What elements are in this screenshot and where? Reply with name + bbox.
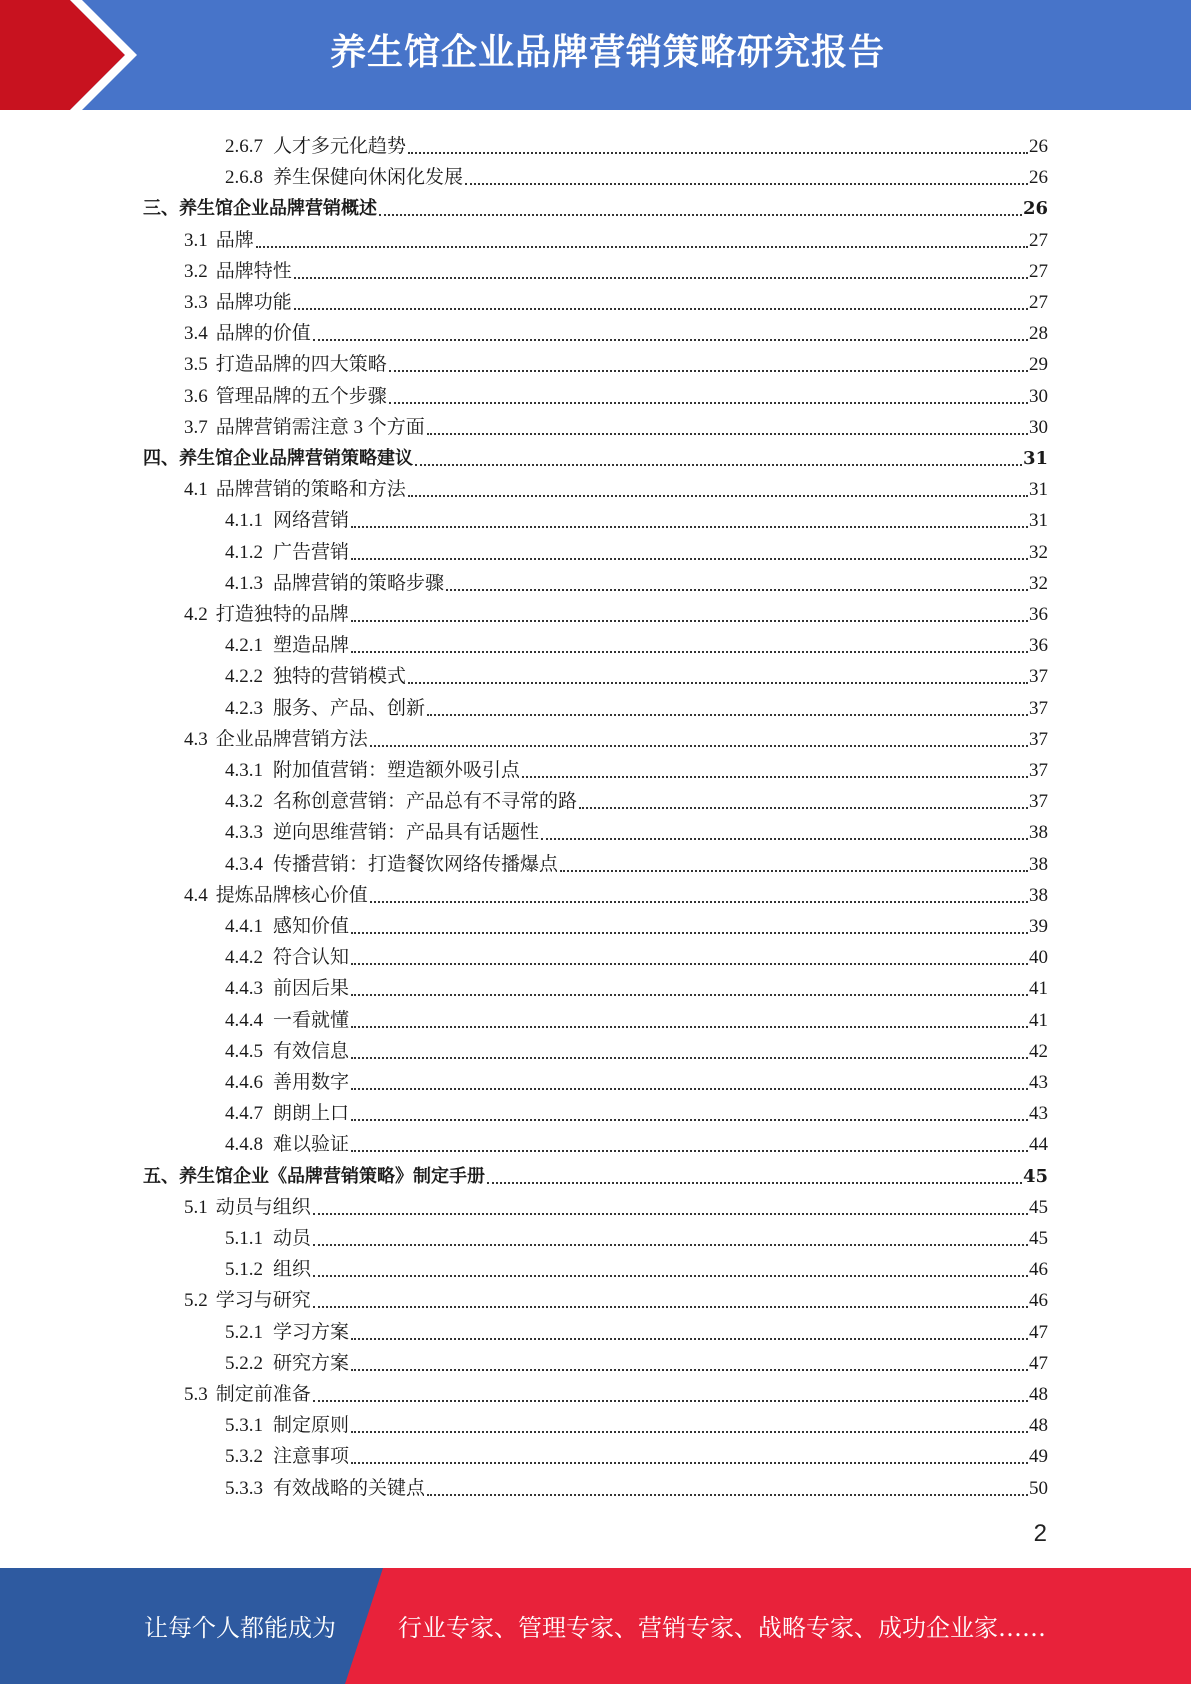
toc-entry-title: 名称创意营销：产品总有不寻常的路	[273, 791, 578, 813]
toc-leader-dots	[408, 151, 1028, 154]
toc-entry-title: 品牌	[215, 229, 254, 251]
toc-entry-title: 企业品牌营销方法	[215, 728, 368, 750]
toc-entry-number: 4.4.8	[225, 1134, 263, 1156]
toc-entry[interactable]	[225, 1406, 1048, 1437]
toc-leader-dots	[351, 1149, 1028, 1152]
toc-entry[interactable]	[225, 813, 1048, 844]
toc-leader-dots	[541, 837, 1028, 840]
toc-entry-title: 广告营销	[273, 541, 350, 563]
toc-entry-page: 39	[1029, 916, 1048, 937]
toc-entry-title: 传播营销：打造餐饮网络传播爆点	[273, 853, 559, 875]
toc-entry[interactable]	[225, 1125, 1048, 1156]
toc-entry[interactable]	[225, 751, 1048, 782]
toc-entry-number: 4.4.4	[225, 1009, 263, 1031]
toc-entry-page: 44	[1029, 1134, 1048, 1156]
toc-entry[interactable]	[184, 1281, 1048, 1312]
toc-entry-title: 打造品牌的四大策略	[215, 354, 387, 376]
toc-entry[interactable]	[184, 221, 1048, 252]
toc-entry-title: 品牌功能	[215, 292, 292, 313]
toc-entry-number: 4.3.3	[225, 822, 263, 844]
toc-entry-title: 塑造品牌	[273, 635, 350, 657]
toc-leader-dots	[351, 1087, 1028, 1090]
toc-entry-page: 37	[1029, 791, 1048, 813]
toc-leader-dots	[351, 1430, 1028, 1433]
toc-entry-title: 提炼品牌核心价值	[215, 884, 368, 906]
toc-entry-page: 31	[1029, 479, 1048, 501]
toc-entry[interactable]	[184, 283, 1048, 314]
toc-entry-title: 动员与组织	[215, 1196, 311, 1218]
toc-leader-dots	[487, 1181, 1022, 1184]
page-header	[0, 0, 1191, 110]
toc-leader-dots	[351, 1025, 1028, 1028]
toc-entry-number: 4.4.5	[225, 1040, 263, 1062]
toc-leader-dots	[256, 245, 1028, 248]
toc-leader-dots	[351, 619, 1028, 622]
toc-entry-title: 品牌营销需注意 3 个方面	[215, 416, 425, 438]
toc-leader-dots	[351, 557, 1028, 560]
toc-entry-page: 37	[1029, 666, 1048, 688]
toc-entry-page: 30	[1029, 416, 1048, 438]
toc-entry-number: 5.1	[184, 1196, 208, 1218]
toc-entry-title: 学习方案	[273, 1321, 350, 1343]
toc-entry-page: 48	[1029, 1415, 1048, 1437]
toc-entry[interactable]	[225, 1219, 1048, 1250]
toc-leader-dots	[465, 182, 1028, 185]
toc-entry-title: 注意事项	[273, 1446, 350, 1468]
toc-entry-title: 有效信息	[273, 1040, 350, 1062]
toc-entry-title: 前因后果	[273, 978, 350, 1000]
toc-entry-page: 38	[1029, 884, 1048, 906]
toc-entry-number: 4.4.2	[225, 947, 263, 969]
toc-entry[interactable]	[225, 969, 1048, 1000]
toc-entry-page: 36	[1029, 635, 1048, 657]
toc-entry-number: 3.5	[184, 354, 208, 376]
toc-leader-dots	[351, 1118, 1028, 1121]
toc-leader-dots	[313, 1305, 1028, 1308]
toc-entry-number: 4.3.1	[225, 760, 263, 781]
page-footer	[0, 1568, 1191, 1684]
toc-entry[interactable]	[225, 1344, 1048, 1375]
toc-entry[interactable]	[143, 1157, 1048, 1188]
toc-entry-page: 37	[1029, 697, 1048, 719]
toc-entry-number: 4.3.4	[225, 853, 263, 875]
toc-leader-dots	[351, 1368, 1028, 1371]
toc-entry[interactable]	[225, 1469, 1048, 1500]
toc-entry-page: 46	[1029, 1290, 1048, 1312]
toc-entry-number: 3.4	[184, 323, 208, 345]
toc-entry-title: 网络营销	[273, 510, 350, 532]
toc-entry-page: 46	[1029, 1259, 1048, 1281]
toc-entry-number: 5.2	[184, 1290, 208, 1312]
toc-entry-page: 40	[1029, 947, 1048, 969]
toc-entry[interactable]	[184, 314, 1048, 345]
toc-entry-number: 3.7	[184, 416, 208, 438]
toc-entry-title: 符合认知	[273, 947, 350, 969]
toc-entry-page: 38	[1029, 822, 1048, 844]
toc-leader-dots	[370, 900, 1028, 903]
toc-entry-number: 4.4.6	[225, 1072, 263, 1093]
toc-entry-title: 四、养生馆企业品牌营销策略建议	[143, 448, 413, 469]
toc-entry-page: 41	[1029, 978, 1048, 1000]
toc-entry-number: 5.3.1	[225, 1415, 263, 1437]
toc-leader-dots	[313, 1399, 1028, 1402]
toc-entry-title: 品牌的价值	[215, 323, 311, 345]
toc-entry-title: 附加值营销：塑造额外吸引点	[273, 760, 521, 781]
toc-entry[interactable]	[184, 345, 1048, 376]
toc-entry[interactable]	[184, 595, 1048, 626]
toc-entry-page: 28	[1029, 323, 1048, 345]
toc-leader-dots	[351, 1056, 1028, 1059]
toc-entry-number: 2.6.8	[225, 167, 263, 189]
toc-entry-title: 一看就懂	[273, 1009, 350, 1031]
toc-leader-dots	[522, 775, 1028, 778]
toc-leader-dots	[427, 432, 1028, 435]
toc-entry-title: 品牌营销的策略和方法	[215, 479, 406, 501]
toc-entry[interactable]	[225, 938, 1048, 969]
toc-entry[interactable]	[225, 845, 1048, 876]
toc-entry-page: 31	[1029, 510, 1048, 532]
toc-entry-title: 制定原则	[273, 1415, 350, 1437]
toc-entry-page: 43	[1029, 1072, 1048, 1093]
toc-leader-dots	[294, 307, 1028, 310]
toc-entry-page: 26	[1029, 167, 1048, 189]
toc-entry-page: 36	[1029, 604, 1048, 625]
toc-entry[interactable]	[225, 1032, 1048, 1063]
toc-leader-dots	[313, 1274, 1028, 1277]
toc-entry-number: 5.1.1	[225, 1228, 263, 1249]
toc-entry[interactable]	[225, 1250, 1048, 1281]
toc-entry-title: 逆向思维营销：产品具有话题性	[273, 822, 540, 844]
toc-entry-title: 品牌特性	[215, 260, 292, 282]
toc-entry-number: 4.2	[184, 604, 208, 625]
toc-entry-page: 30	[1029, 385, 1048, 407]
toc-entry-title: 有效战略的关键点	[273, 1477, 426, 1499]
toc-entry-page: 32	[1029, 541, 1048, 563]
toc-entry-number: 4.2.1	[225, 635, 263, 657]
toc-entry-title: 服务、产品、创新	[273, 697, 426, 719]
toc-entry-number: 3.6	[184, 385, 208, 407]
toc-entry-page: 31	[1022, 448, 1048, 469]
toc-entry-number: 5.3.2	[225, 1446, 263, 1468]
toc-entry-page: 48	[1029, 1384, 1048, 1405]
toc-entry-page: 42	[1029, 1040, 1048, 1062]
toc-entry[interactable]	[184, 720, 1048, 751]
toc-entry-title: 善用数字	[273, 1072, 350, 1093]
toc-leader-dots	[351, 650, 1028, 653]
toc-entry[interactable]	[225, 1001, 1048, 1032]
toc-entry-number: 4.1.2	[225, 541, 263, 563]
toc-entry-title: 品牌营销的策略步骤	[273, 572, 445, 594]
toc-entry-title: 打造独特的品牌	[215, 604, 349, 625]
toc-leader-dots	[351, 931, 1028, 934]
toc-leader-dots	[427, 713, 1028, 716]
toc-entry[interactable]	[184, 377, 1048, 408]
toc-entry-number: 4.4.1	[225, 916, 263, 937]
report-title: 养生馆企业品牌营销策略研究报告	[329, 32, 885, 73]
toc-leader-dots	[389, 369, 1028, 372]
toc-entry-title: 人才多元化趋势	[273, 136, 407, 157]
toc-entry-page: 50	[1029, 1477, 1048, 1499]
toc-leader-dots	[294, 276, 1028, 279]
toc-entry-number: 3.3	[184, 292, 208, 313]
toc-leader-dots	[560, 869, 1028, 872]
toc-leader-dots	[408, 494, 1028, 497]
toc-entry[interactable]	[143, 439, 1048, 470]
toc-entry[interactable]	[225, 1063, 1048, 1094]
toc-leader-dots	[351, 1461, 1028, 1464]
toc-entry-page: 41	[1029, 1009, 1048, 1031]
toc-leader-dots	[379, 213, 1022, 216]
toc-entry-number: 4.3.2	[225, 791, 263, 813]
toc-entry[interactable]	[225, 158, 1048, 189]
toc-entry[interactable]	[225, 501, 1048, 532]
toc-leader-dots	[313, 1212, 1028, 1215]
toc-entry[interactable]	[225, 1313, 1048, 1344]
toc-leader-dots	[313, 1243, 1028, 1246]
toc-entry-page: 47	[1029, 1352, 1048, 1374]
toc-entry[interactable]	[225, 1437, 1048, 1468]
footer-slogan-right: 行业专家、管理专家、营销专家、战略专家、成功企业家……	[398, 1614, 1046, 1642]
toc-leader-dots	[579, 806, 1028, 809]
toc-leader-dots	[389, 401, 1028, 404]
toc-entry-page: 43	[1029, 1103, 1048, 1125]
toc-leader-dots	[427, 1493, 1028, 1496]
toc-entry[interactable]	[184, 252, 1048, 283]
toc-entry-number: 5.3.3	[225, 1477, 263, 1499]
toc-leader-dots	[313, 338, 1028, 341]
toc-entry[interactable]	[225, 533, 1048, 564]
toc-leader-dots	[446, 588, 1028, 591]
toc-leader-dots	[370, 744, 1028, 747]
toc-entry-number: 5.1.2	[225, 1259, 263, 1281]
toc-entry-title: 难以验证	[273, 1134, 350, 1156]
toc-entry-number: 5.2.1	[225, 1321, 263, 1343]
toc-entry-title: 组织	[273, 1259, 312, 1281]
toc-entry-title: 管理品牌的五个步骤	[215, 385, 387, 407]
toc-entry[interactable]	[184, 408, 1048, 439]
toc-entry-page: 49	[1029, 1446, 1048, 1468]
toc-entry-page: 37	[1029, 728, 1048, 750]
toc-entry-page: 45	[1029, 1196, 1048, 1218]
toc-entry[interactable]	[184, 1188, 1048, 1219]
toc-entry[interactable]	[184, 876, 1048, 907]
toc-entry-number: 4.3	[184, 728, 208, 750]
toc-entry[interactable]	[225, 1094, 1048, 1125]
toc-leader-dots	[351, 1337, 1028, 1340]
toc-entry-number: 4.4.3	[225, 978, 263, 1000]
toc-entry-page: 38	[1029, 853, 1048, 875]
toc-entry-title: 感知价值	[273, 916, 350, 937]
toc-entry-page: 29	[1029, 354, 1048, 376]
toc-leader-dots	[408, 681, 1028, 684]
toc-entry[interactable]	[184, 470, 1048, 501]
toc-entry-number: 3.1	[184, 229, 208, 251]
toc-entry-page: 26	[1022, 198, 1048, 220]
toc-entry-number: 4.4.7	[225, 1103, 263, 1125]
toc-entry-title: 学习与研究	[215, 1290, 311, 1312]
toc-entry-title: 朗朗上口	[273, 1103, 350, 1125]
toc-entry-title: 独特的营销模式	[273, 666, 407, 688]
toc-entry-title: 研究方案	[273, 1352, 350, 1374]
toc-entry-number: 3.2	[184, 260, 208, 282]
toc-entry[interactable]	[225, 127, 1048, 158]
toc-entry[interactable]	[225, 782, 1048, 813]
toc-entry-page: 26	[1029, 136, 1048, 157]
toc-entry[interactable]	[225, 626, 1048, 657]
toc-entry-page: 27	[1029, 229, 1048, 251]
toc-entry-page: 45	[1029, 1228, 1048, 1249]
toc-entry-number: 4.2.2	[225, 666, 263, 688]
toc-entry-page: 45	[1022, 1165, 1048, 1187]
toc-entry[interactable]	[184, 1375, 1048, 1406]
toc-entry-number: 4.1	[184, 479, 208, 501]
toc-entry-page: 27	[1029, 292, 1048, 313]
toc-leader-dots	[351, 993, 1028, 996]
toc-entry-title: 三、养生馆企业品牌营销概述	[143, 198, 377, 220]
toc-entry[interactable]	[225, 564, 1048, 595]
toc-leader-dots	[415, 463, 1022, 466]
toc-entry[interactable]	[143, 189, 1048, 220]
toc-entry-number: 5.2.2	[225, 1352, 263, 1374]
toc-entry-page: 37	[1029, 760, 1048, 781]
toc-entry-page: 27	[1029, 260, 1048, 282]
toc-entry-title: 动员	[273, 1228, 312, 1249]
toc-entry[interactable]	[225, 657, 1048, 688]
toc-leader-dots	[351, 962, 1028, 965]
toc-entry[interactable]	[225, 907, 1048, 938]
toc-entry-title: 养生保健向休闲化发展	[273, 167, 464, 189]
toc-entry-title: 制定前准备	[215, 1384, 311, 1405]
toc-leader-dots	[351, 525, 1028, 528]
toc-entry-number: 2.6.7	[225, 136, 263, 157]
page-number: 2	[1033, 1520, 1047, 1547]
toc-entry-title: 五、养生馆企业《品牌营销策略》制定手册	[143, 1165, 485, 1187]
toc-entry-number: 4.1.3	[225, 572, 263, 594]
toc-entry-number: 4.2.3	[225, 697, 263, 719]
toc-entry-page: 32	[1029, 572, 1048, 594]
toc-entry-number: 5.3	[184, 1384, 208, 1405]
toc-entry-number: 4.1.1	[225, 510, 263, 532]
toc-entry-page: 47	[1029, 1321, 1048, 1343]
toc-entry[interactable]	[225, 689, 1048, 720]
toc-entry-number: 4.4	[184, 884, 208, 906]
footer-slogan-left: 让每个人都能成为	[144, 1614, 336, 1642]
